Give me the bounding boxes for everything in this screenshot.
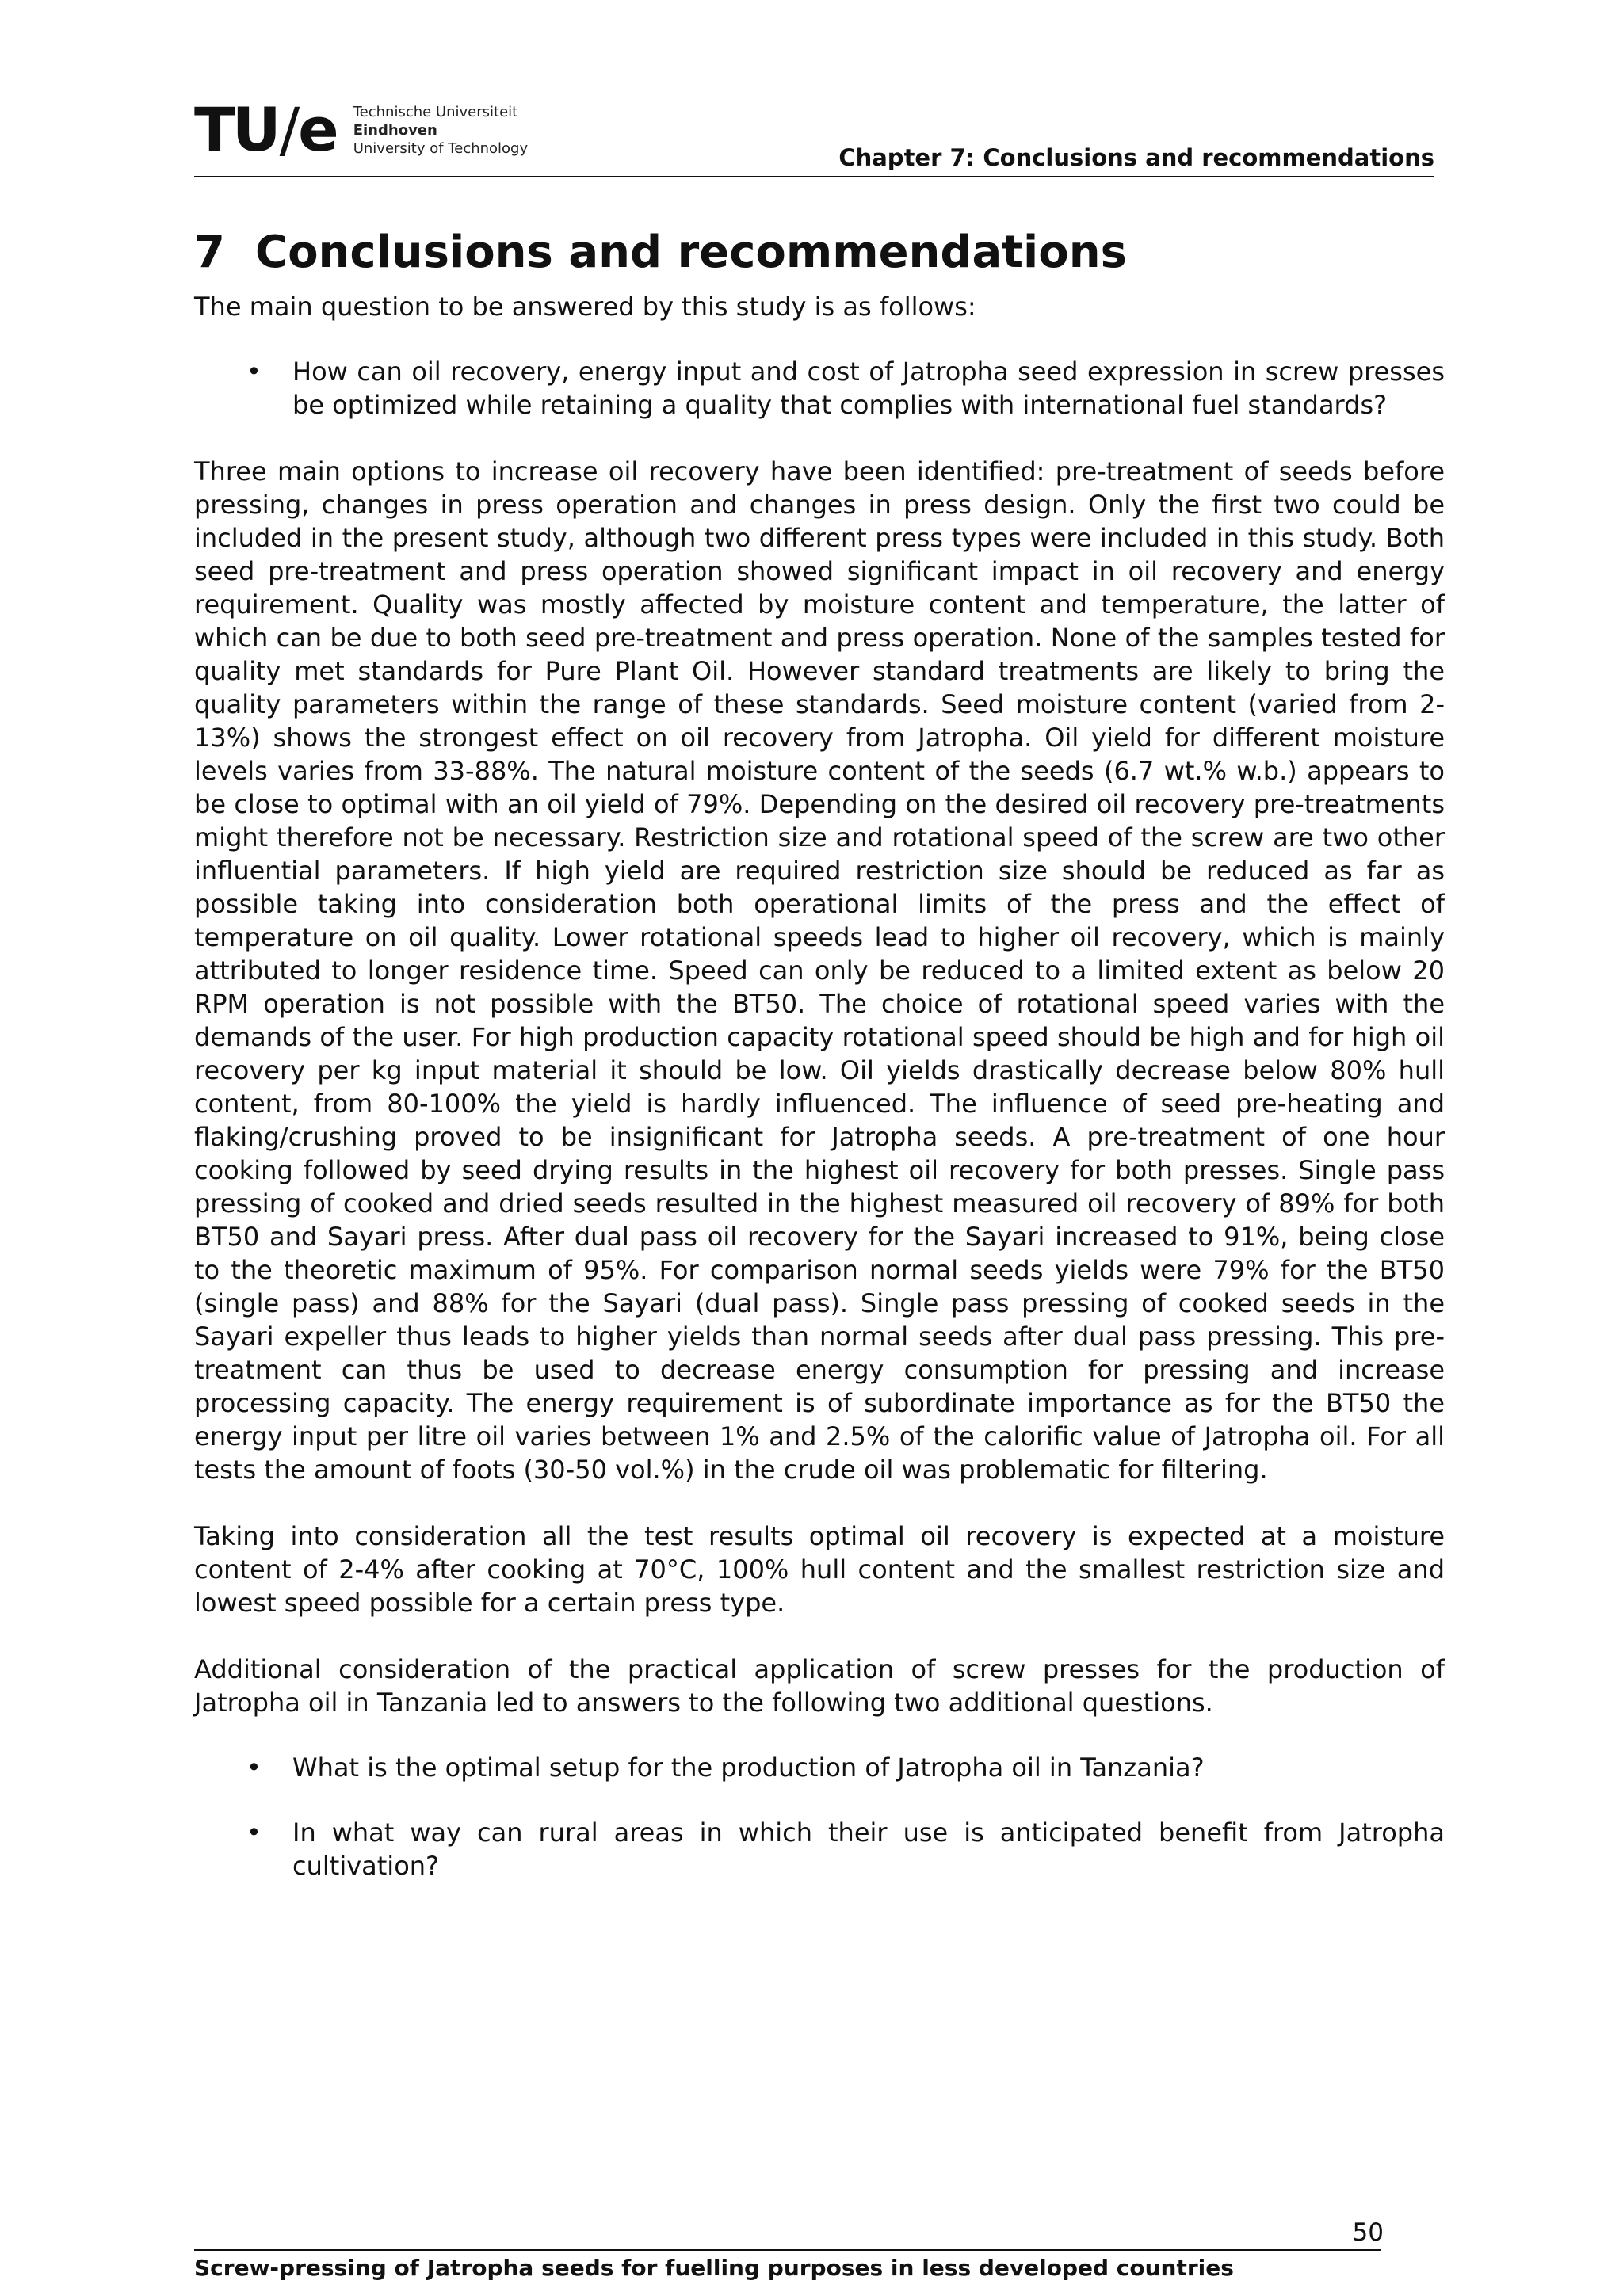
bullet-icon: • — [246, 357, 262, 387]
intro-paragraph: The main question to be answered by this study is as follows: — [194, 292, 976, 322]
logo-mark-right: e — [298, 94, 336, 165]
list-item — [194, 1816, 1445, 1882]
additional-consideration-paragraph: Additional consideration of the practical application of screw presses for the production of Jatropha oil in Tanzania led to answers to the following two additional questions. — [194, 1654, 1445, 1718]
conclusions-paragraph: Three main options to increase oil recovery have been identified: pre-treatment of seeds before pressing, changes in press operation and changes in press design. Only the first two could be included in the present study, although two different press types were included in this study. Both seed pre-treatment and press operation showed significant impact in oil recovery and energy requirement. Quality was mostly affected by moisture content and temperature, the latter of which can be due to both seed pre-treatment and press operation. None of the samples tested for quality met standards for Pure Plant Oil. However standard treatments are likely to bring the quality parameters within the range of these standards. Seed moisture content (varied from 2-13%) shows the strongest effect on oil recovery from Jatropha. Oil yield for different moisture levels varies from 33-88%. The natural moisture content of the seeds (6.7 wt.% w.b.) appears to be close to optimal with an oil yield of 79%. Depending on the desired oil recovery pre-treatments might therefore not be necessary. Restriction size and rotational speed of the screw are two other influential parameters. If high yield are required restriction size should be reduced as far as possible taking into consideration both operational limits of the press and the effect of temperature on oil quality. Lower rotational speeds lead to higher oil recovery, which is mainly attributed to longer residence time. Speed can only be reduced to a limited extent as below 20 RPM operation is not possible with the BT50. The choice of rotational speed varies with the demands of the user. For high production capacity rotational speed should be high and for high oil recovery per kg input material it should be low. Oil yields drastically decrease below 80% hull content, from 80-100% the yield is hardly influenced. The influence of seed pre-heating and flaking/crushing proved to be insignificant for Jatropha seeds. A pre-treatment of one hour cooking followed by seed drying results in the highest oil recovery for both presses. Single pass pressing of cooked and dried seeds resulted in the highest measured oil recovery of 89% for both BT50 and Sayari press. After dual pass oil recovery for the Sayari increased to 91%, being close to the theoretic maximum of 95%. For comparison normal seeds yields were 79% for the BT50 (single pass) and 88% for the Sayari (dual pass). Single pass pressing of cooked seeds in the Sayari expeller thus leads to higher yields than normal seeds after dual pass pressing. This pre-treatment can thus be used to decrease energy consumption for pressing and increase processing capacity. The energy requirement is of subordinate importance as for the BT50 the energy input per litre oil varies between 1% and 2.5% of the calorific value of Jatropha oil. For all tests the amount of foots (30-50 vol.%) in the crude oil was problematic for filtering. — [194, 456, 1445, 1485]
bullet-icon: • — [246, 1753, 262, 1783]
optimal-conditions-paragraph: Taking into consideration all the test results optimal oil recovery is expected at a moisture content of 2-4% after cooking at 70°C, 100% hull content and the smallest restriction size and lowest speed possible for a certain press type. — [194, 1521, 1445, 1618]
logo-text — [353, 103, 528, 158]
logo-line-1: Technische Universiteit — [353, 103, 518, 120]
logo-mark-slash: / — [279, 94, 297, 165]
additional-questions-list — [194, 1751, 1445, 1882]
page-number: 50 — [1352, 2218, 1384, 2247]
university-logo — [194, 94, 529, 165]
running-header-title: Chapter 7: Conclusions and recommendations — [838, 144, 1434, 171]
logo-line-2: Eindhoven — [353, 121, 437, 139]
list-item — [194, 355, 1445, 421]
main-question-list — [194, 355, 1445, 421]
logo-mark-left: TU — [194, 94, 278, 165]
main-question-text: How can oil recovery, energy input and cost of Jatropha seed expression in screw presses be optimized while retaining a quality that complies with international fuel standards? — [292, 357, 1445, 420]
logo-mark — [194, 94, 336, 165]
list-item — [194, 1751, 1445, 1784]
body-text — [194, 290, 1445, 1882]
additional-question-text: What is the optimal setup for the production of Jatropha oil in Tanzania? — [292, 1753, 1205, 1783]
additional-question-text: In what way can rural areas in which their use is anticipated benefit from Jatropha cultivation? — [292, 1817, 1445, 1881]
footer-divider — [194, 2249, 1381, 2251]
running-footer-title: Screw-pressing of Jatropha seeds for fuelling purposes in less developed countries — [194, 2255, 1234, 2281]
page-header — [194, 93, 1434, 177]
logo-line-3: University of Technology — [353, 139, 529, 157]
chapter-title: Conclusions and recommendations — [254, 227, 1127, 278]
bullet-icon: • — [246, 1817, 262, 1848]
chapter-heading — [194, 225, 1127, 280]
chapter-number: 7 — [194, 227, 225, 278]
